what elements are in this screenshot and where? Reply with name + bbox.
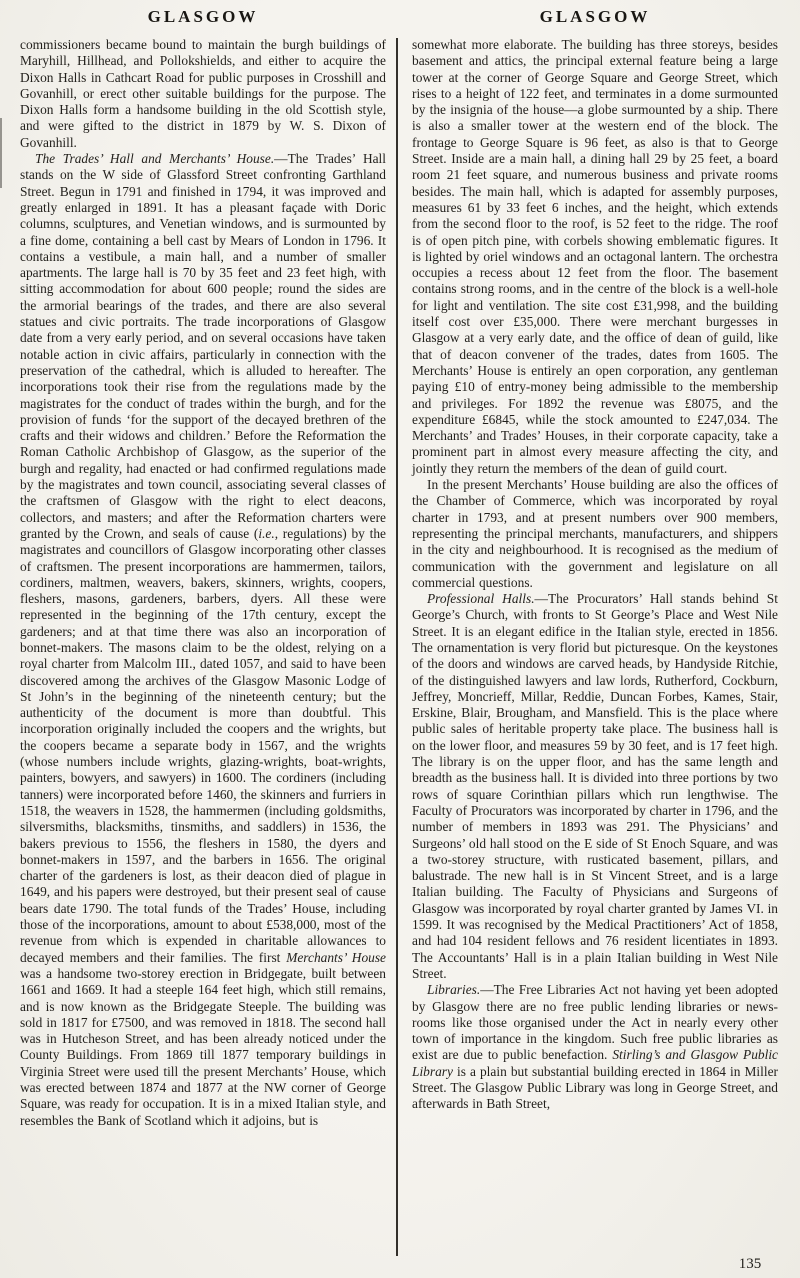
paragraph: In the present Merchants’ House building are also the offices of the Chamber of Commerce, which was incorporated by royal charter in 1793, and at present numbers over 900 members, representing the principal merchants, manufacturers, and shippers in the city and neighbourhood. It is recognised as the medium of communication with the government and legislature on all commercial questions. [412,477,778,590]
running-head-left: GLASGOW [147,7,259,26]
left-column [20,37,386,1129]
scan-edge-artifact [0,118,2,188]
running-head-right: GLASGOW [539,7,651,26]
paragraph: commissioners became bound to maintain the burgh buildings of Maryhill, Hillhead, and Pollokshields, and either to acquire the Dixon Halls in Cathcart Road for public purposes in Crosshill and Govanhill, or erect other suitable buildings for the purpose. The Dixon Halls form a handsome building in the old Scottish style, and were gifted to the district in 1879 by W. S. Dixon of Govanhill. [20,37,386,150]
page-number: 135 [738,1256,762,1272]
paragraph: somewhat more elaborate. The building has three storeys, besides basement and attics, the principal external feature being a large tower at the corner of George Square and George Street, which rises to a height of 122 feet, and terminates in a dome surmounted by the insignia of the house—a globe surmounted by a ship. There is also a smaller tower at the western end of the block. The frontage to George Square is 96 feet, as also is that to George Street. Inside are a main hall, a dining hall 29 by 25 feet, a board room 21 feet square, and numerous business and private rooms besides. The main hall, which is adapted for assembly purposes, measures 61 by 33 feet 6 inches, and the height, which extends from the second floor to the roof, is 52 feet to the ridge. The roof is of open pitch pine, with corbels showing emblematic figures. It is lighted by oriel windows and an octagonal lantern. The orchestra occupies a recess about 12 feet from the floor. The basement contains strong rooms, and in the centre of the block is a well-hole for light and ventilation. The site cost £31,998, and the building itself cost over £35,000. There were merchant burgesses in Glasgow at a very early date, and the office of dean of guild, like that of deacon convener of the trades, dates from 1605. The Merchants’ House is entirely an open corporation, any gentleman paying £10 of entry-money being admissible to the membership and privileges. For 1892 the revenue was £8075, and the expenditure £6845, while the stock amounted to £247,034. The Merchants’ and Trades’ Houses, in their corporate capacity, take a prominent part in almost every measure affecting the city, and jointly they return the members of the dean of guild court. [412,37,778,476]
column-divider-rule [396,38,398,1256]
paragraph: Libraries.—The Free Libraries Act not having yet been adopted by Glasgow there are no free public lending libraries or news-rooms like those organised under the Act in nearly every other town of importance in the kingdom. Such free public libraries as exist are due to public benefaction. Stirling’s and Glasgow Public Library is a plain but substantial building erected in 1864 in Miller Street. The Glasgow Public Library was long in George Street, and afterwards in Bath Street, [412,982,778,1112]
paragraph: Professional Halls.—The Procurators’ Hall stands behind St George’s Church, with fronts to St George’s Place and West Nile Street. It is an elegant edifice in the Italian style, erected in 1856. The ornamentation is very florid but picturesque. On the keystones of the doors and windows are carved heads, by Handyside Ritchie, of the distinguished lawyers and law lords, Rutherford, Cockburn, Jeffrey, Moncrieff, Millar, Reddie, Duncan Forbes, Kames, Stair, Erskine, Blair, Brougham, and Mansfield. This is the place where public sales of heritable property take place. The business hall is on the lower floor, and measures 59 by 30 feet, and is 17 feet high. The library is on the upper floor, and has the same length and breadth as the business hall. It is divided into three portions by two rows of square Corinthian pillars which run lengthwise. The Faculty of Procurators was incorporated by charter in 1796, and the number of members in 1893 was 291. The Physicians’ and Surgeons’ old hall stood on the E side of St Enoch Square, and was a two-storey structure, with rusticated basement, pillars, and balustrade. The new hall is in St Vincent Street, and is a large Italian building. The Faculty of Physicians and Surgeons of Glasgow was incorporated by royal charter granted by James VI. in 1599. It was recognised by the Medical Practitioners’ Act of 1858, and had 104 resident fellows and 76 resident licentiates in 1893. The Accountants’ Hall is in a plain Italian building in West Nile Street. [412,591,778,981]
paragraph: The Trades’ Hall and Merchants’ House.—The Trades’ Hall stands on the W side of Glassford Street confronting Garthland Street. Begun in 1791 and finished in 1794, it was improved and greatly enlarged in 1891. It has a pleasant façade with Doric columns, sculptures, and Venetian windows, and is surmounted by a fine dome, containing a bell cast by Mears of London in 1796. It contains a vestibule, a main hall, and a number of smaller apartments. The large hall is 70 by 35 feet and 23 feet high, with sitting accommodation for about 600 people; round the sides are the armorial bearings of the trades, and there are also several statues and civic portraits. The trade incorporations of Glasgow date from a very early period, and on several occasions have taken notable action in civic affairs, particularly in connection with the preservation of the cathedral, which is alluded to hereafter. The incorporations took their rise from the regulations made by the magistrates for the conduct of trades within the burgh, and for the provision of funds ‘for the support of the decayed brethren of the crafts and their widows and children.’ Before the Reformation the Roman Catholic Archbishop of Glasgow, as the superior of the burgh and regality, had enacted or had confirmed regulations made by the magistrates and town council, associating several classes of the craftsmen of Glasgow with the right to elect deacons, collectors, and masters; and after the Reformation charters were granted by the Crown, and seals of cause (i.e., regulations) by the magistrates and councillors of Glasgow incorporating other classes of craftsmen. The present incorporations are hammermen, tailors, cordiners, maltmen, weavers, bakers, skinners, wrights, coopers, fleshers, masons, gardeners, barbers, dyers. All these were represented in the beginning of the 17th century, except the gardeners; and at that time there was also an incorporation of bonnet-makers. The masons claim to be the oldest, relying on a royal charter from Malcolm III., dated 1057, and said to have been discovered among the archives of the Glasgow Masonic Lodge of St John’s in the beginning of the nineteenth century; but the authenticity of the document is more than doubtful. This incorporation originally included the coopers and the wrights, but the coopers became a separate body in 1567, and the wrights (whose numbers include wrights, glazing-wrights, boat-wrights, painters, bowyers, and sawyers) in 1600. The cordiners (including tanners) were incorporated before 1460, the skinners and furriers in 1518, the weavers in 1528, the hammermen (including goldsmiths, silversmiths, blacksmiths, tinsmiths, and saddlers) in 1536, the bakers previous to 1556, the fleshers in 1580, the dyers and bonnet-makers in 1597, and the barbers in 1656. The original charter of the gardeners is lost, as their deacon died of plague in 1649, and his papers were destroyed, but their present seal of cause bears date 1790. The total funds of the Trades’ House, including those of the incorporations, amount to about £538,000, most of the revenue from which is expended in charitable allowances to decayed members and their families. The first Merchants’ House was a handsome two-storey erection in Bridgegate, built between 1661 and 1669. It had a steeple 164 feet high, which still remains, and is now known as the Bridgegate Steeple. The building was sold in 1817 for £7500, and was removed in 1818. The second hall was in Hutcheson Street, and has been already noticed under the County Buildings. From 1869 till 1877 temporary buildings in Virginia Street were used till the present Merchants’ House, which was erected between 1874 and 1877 at the NW corner of George Square, was ready for occupation. It is in a mixed Italian style, and resembles the Bank of Scotland which it adjoins, but is [20,151,386,1128]
right-column [412,37,778,1113]
